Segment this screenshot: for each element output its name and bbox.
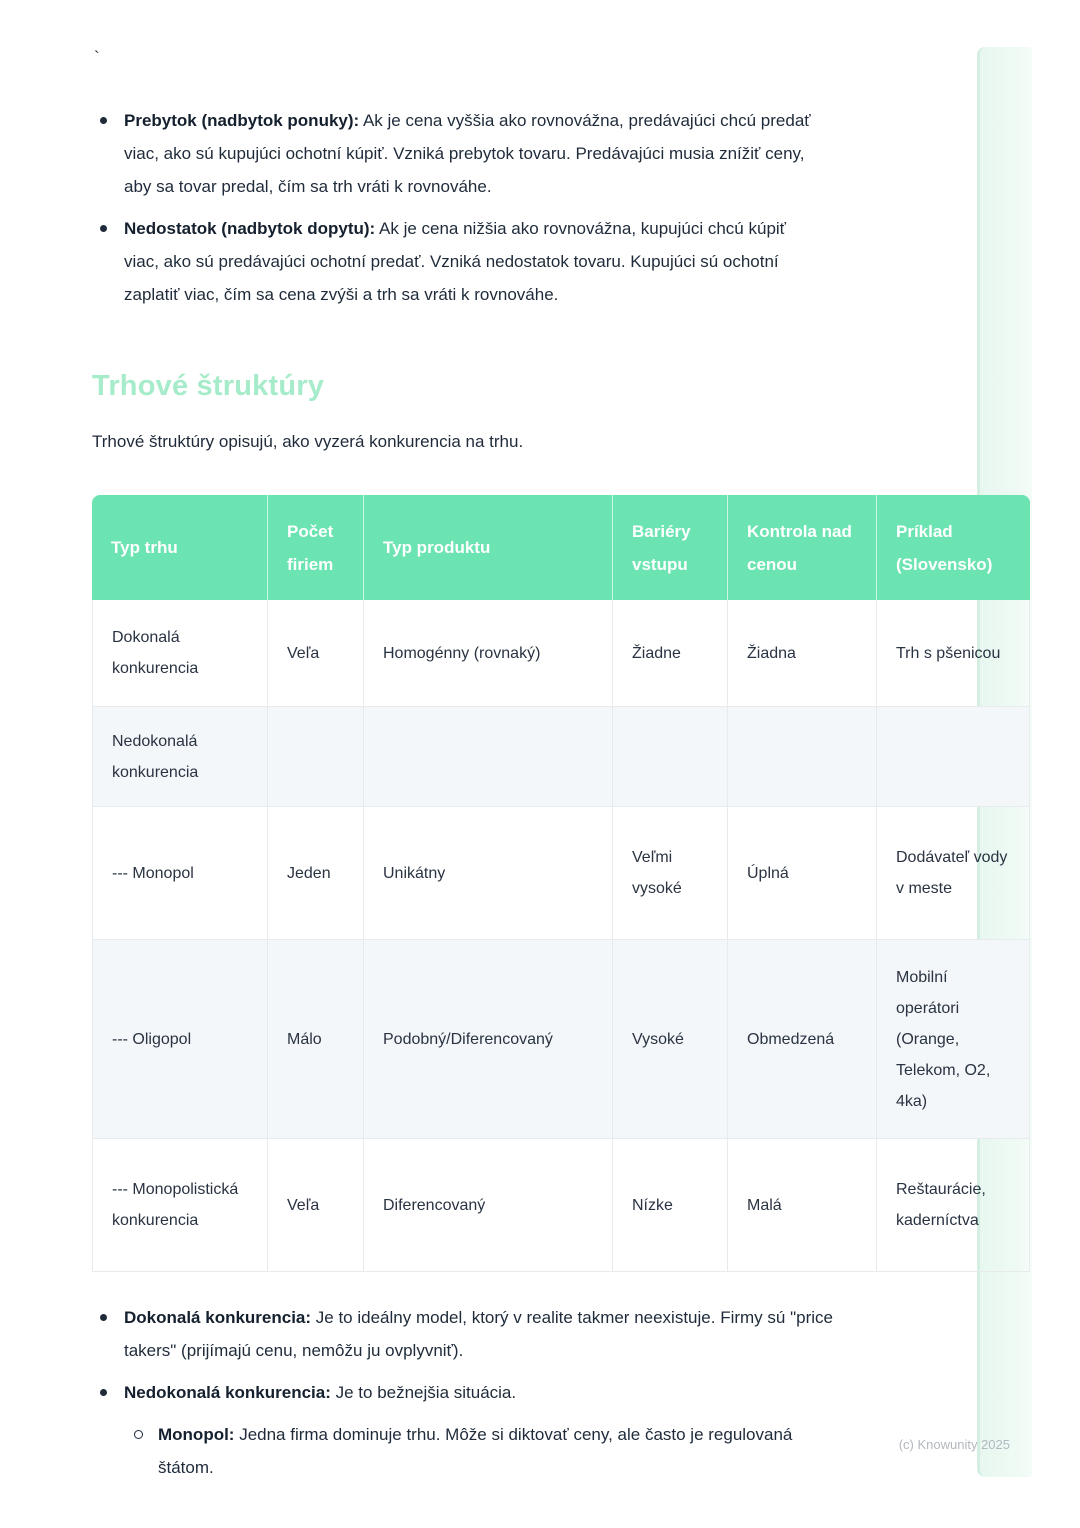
table-row (92, 807, 1030, 940)
table-cell: Málo (267, 940, 363, 1139)
header-cell-kontrola-nad-cenou: Kontrola nad cenou (727, 495, 876, 600)
table-cell: Vysoké (612, 940, 727, 1139)
table-row (92, 600, 1030, 707)
table-cell: Veľmi vysoké (612, 807, 727, 940)
table-cell: Jeden (267, 807, 363, 940)
table-cell: Veľa (267, 600, 363, 707)
table-row (92, 940, 1030, 1139)
bullet-text (124, 212, 824, 311)
bullet-text (124, 1376, 516, 1409)
table-cell: Nízke (612, 1139, 727, 1272)
table-cell: Diferencovaný (363, 1139, 612, 1272)
bullet-lead: Dokonalá konkurencia: (124, 1308, 312, 1327)
sub-list-item (134, 1418, 838, 1484)
table-cell: Dokonalá konkurencia (92, 600, 267, 707)
table-cell: Veľa (267, 1139, 363, 1272)
table-row (92, 707, 1030, 807)
bullet-lead: Monopol: (158, 1425, 235, 1444)
bullet-text (158, 1418, 838, 1484)
table-cell: --- Monopol (92, 807, 267, 940)
bullet-body: Je to bežnejšia situácia. (330, 1383, 517, 1402)
table-cell: Podobný/Diferencovaný (363, 940, 612, 1139)
bullet-dot-icon (100, 225, 107, 232)
bullet-body: Ak je cena nižšia ako rovnovážna, kupujúci chcú kúpiť viac, ako sú predávajúci ochotní predať. Vzniká nedostatok tovaru. Kupujúci sú ochotní zaplatiť viac, čím sa cena zvýši a trh sa vráti k rovnováhe. (124, 219, 787, 304)
bullet-dot-icon (100, 1389, 107, 1396)
bullet-lead: Nedokonalá konkurencia: (124, 1383, 331, 1402)
list-item (100, 1301, 838, 1367)
table-cell: Mobilní operátori (Orange, Telekom, O2, 4ka) (876, 940, 1030, 1139)
table-cell (612, 707, 727, 807)
table-cell: Unikátny (363, 807, 612, 940)
bullet-dot-icon (100, 117, 107, 124)
list-item (100, 104, 824, 203)
table-cell: Malá (727, 1139, 876, 1272)
bullet-text (124, 1301, 838, 1367)
table-header-row (92, 495, 1030, 600)
header-cell-typ-trhu: Typ trhu (92, 495, 267, 600)
bullet-dot-icon (100, 1314, 107, 1321)
table-cell: Žiadne (612, 600, 727, 707)
table-cell: Reštaurácie, kaderníctva (876, 1139, 1030, 1272)
table-cell (727, 707, 876, 807)
bullet-body: Ak je cena vyššia ako rovnovážna, predávajúci chcú predať viac, ako sú kupujúci ochotní kúpiť. Vzniká prebytok tovaru. Predávajúci musia znížiť ceny, aby sa tovar predal, čím sa trh vráti k rovnováhe. (124, 111, 811, 196)
table-cell: --- Monopolistická konkurencia (92, 1139, 267, 1272)
bullet-body: Jedna firma dominuje trhu. Môže si diktovať ceny, ale často je regulovaná štátom. (158, 1425, 793, 1477)
list-item (100, 1376, 838, 1409)
table-cell: Homogénny (rovnaký) (363, 600, 612, 707)
table-cell: Úplná (727, 807, 876, 940)
table-cell: Trh s pšenicou (876, 600, 1030, 707)
bullet-text (124, 104, 824, 203)
header-cell-pocet-firiem: Počet firiem (267, 495, 363, 600)
header-cell-bariery-vstupu: Bariéry vstupu (612, 495, 727, 600)
section-intro: Trhové štruktúry opisujú, ako vyzerá konkurencia na trhu. (92, 432, 524, 451)
section-heading: Trhové štruktúry (92, 370, 325, 402)
table-cell (363, 707, 612, 807)
header-cell-typ-produktu: Typ produktu (363, 495, 612, 600)
table-cell: Žiadna (727, 600, 876, 707)
competition-bullet-list (100, 1301, 838, 1484)
table-cell (876, 707, 1030, 807)
table-row (92, 1139, 1030, 1272)
stray-backtick: ` (94, 48, 100, 67)
bullet-circle-icon (134, 1430, 143, 1439)
table-cell: Dodávateľ vody v meste (876, 807, 1030, 940)
table-cell: Nedokonalá konkurencia (92, 707, 267, 807)
table-cell: Obmedzená (727, 940, 876, 1139)
table-cell: --- Oligopol (92, 940, 267, 1139)
watermark: (c) Knowunity 2025 (898, 1437, 1010, 1452)
bullet-body: Je to ideálny model, ktorý v realite takmer neexistuje. Firmy sú "price takers" (prijímajú cenu, nemôžu ju ovplyvniť). (124, 1308, 833, 1360)
table-cell (267, 707, 363, 807)
market-structures-table (92, 495, 1030, 1272)
bullet-lead: Prebytok (nadbytok ponuky): (124, 111, 360, 130)
equilibrium-bullet-list (100, 104, 824, 320)
bullet-lead: Nedostatok (nadbytok dopytu): (124, 219, 376, 238)
header-cell-priklad: Príklad (Slovensko) (876, 495, 1030, 600)
list-item (100, 212, 824, 311)
